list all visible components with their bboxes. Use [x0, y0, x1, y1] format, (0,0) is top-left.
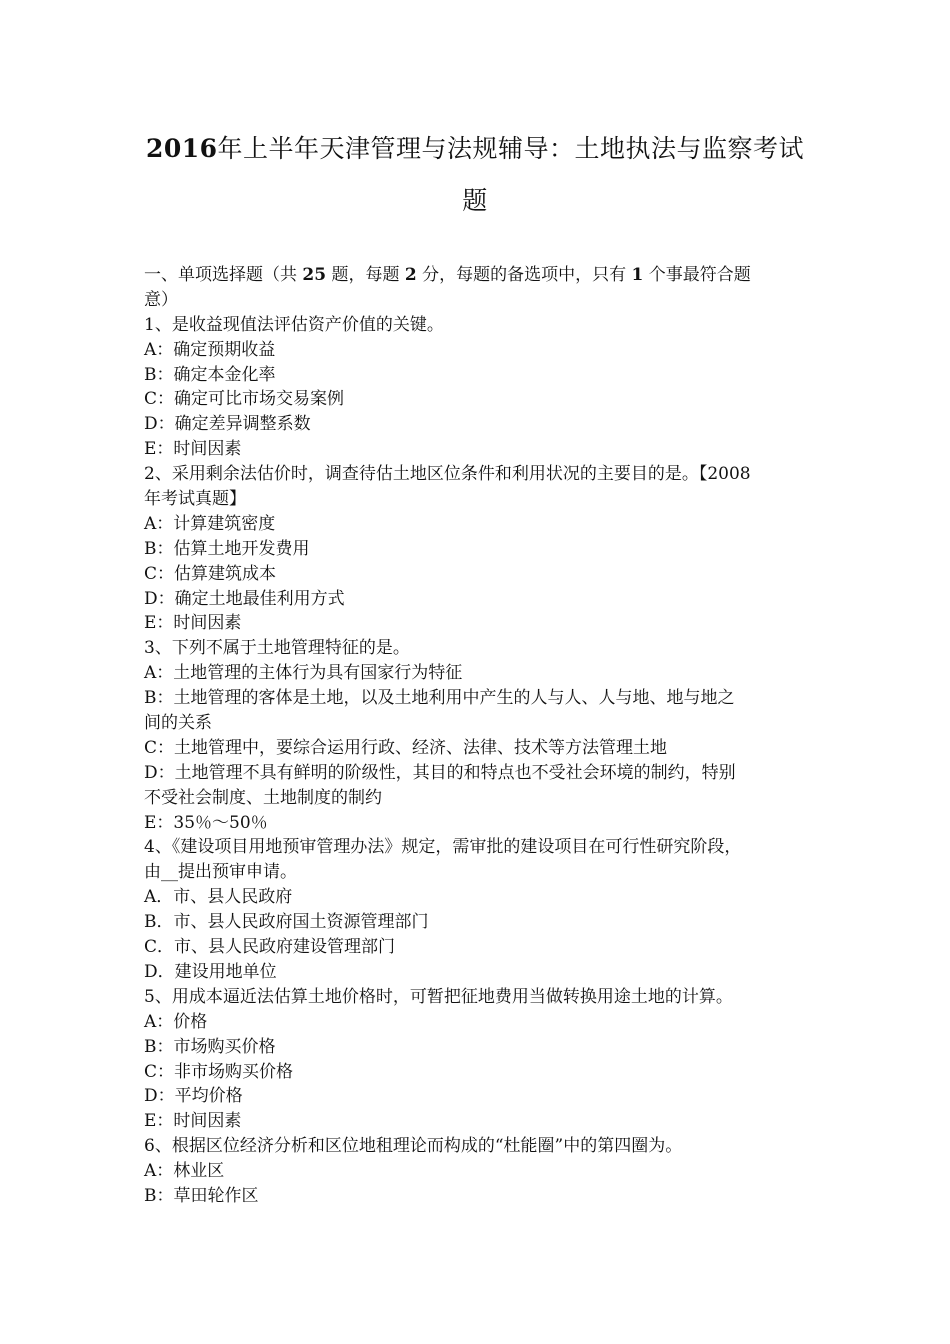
text-line: A：林业区 — [144, 1161, 225, 1182]
text-line: D：平均价格 — [144, 1086, 243, 1107]
section-heading-text: 个事最符合题 — [643, 265, 751, 285]
title-year: 2016 — [145, 134, 218, 163]
text-line: D：确定差异调整系数 — [144, 414, 311, 435]
question-stem: 5、用成本逼近法估算土地价格时，可暂把征地费用当做转换用途土地的计算。 — [144, 986, 733, 1007]
title-text: 年上半年天津管理与法规辅导：土地执法与监察考试 — [217, 134, 805, 163]
text-line: D．建设用地单位 — [144, 961, 277, 982]
question-list — [144, 313, 810, 1209]
text-line: C．市、县人民政府建设管理部门 — [144, 937, 396, 958]
text-line: B：土地管理的客体是土地，以及土地利用中产生的人与人、人与地、地与地之 — [144, 688, 735, 709]
text-line: 年考试真题】 — [144, 489, 246, 510]
section-heading-line-2: 意） — [144, 289, 178, 310]
section-heading-line-1 — [144, 263, 810, 288]
text-line: C：土地管理中，要综合运用行政、经济、法律、技术等方法管理土地 — [144, 737, 668, 758]
section-heading-text: 一、单项选择题（共 — [144, 265, 303, 285]
text-line: A：计算建筑密度 — [144, 513, 276, 534]
text-line: D：确定土地最佳利用方式 — [144, 588, 345, 609]
text-line: B．市、县人民政府国土资源管理部门 — [144, 912, 429, 933]
correct-option-count: 1 — [631, 265, 644, 285]
text-line: E：时间因素 — [144, 1111, 242, 1132]
text-line: 间的关系 — [144, 713, 212, 734]
section-heading-text: 题，每题 — [326, 265, 405, 285]
points-per-question: 2 — [404, 265, 417, 285]
section-heading-text: 分，每题的备选项中，只有 — [416, 265, 632, 285]
text-line: C：确定可比市场交易案例 — [144, 389, 345, 410]
question-count: 25 — [302, 265, 327, 285]
text-line: B：估算土地开发费用 — [144, 538, 310, 559]
question-stem: 2、采用剩余法估价时，调查待估土地区位条件和利用状况的主要目的是。【2008 — [144, 464, 751, 485]
text-line: A：确定预期收益 — [144, 339, 276, 360]
question-stem: 6、根据区位经济分析和区位地租理论而构成的“杜能圈”中的第四圈为。 — [144, 1136, 683, 1157]
text-line: E：时间因素 — [144, 439, 242, 460]
text-line: 由__提出预审申请。 — [144, 862, 297, 883]
text-line: B：市场购买价格 — [144, 1036, 276, 1057]
question-stem: 1、是收益现值法评估资产价值的关键。 — [144, 314, 444, 335]
text-line: E：时间因素 — [144, 613, 242, 634]
text-line: A．市、县人民政府 — [144, 887, 293, 908]
text-line: A：土地管理的主体行为具有国家行为特征 — [144, 663, 463, 684]
question-stem: 3、下列不属于土地管理特征的是。 — [144, 638, 410, 659]
document-title-line-1 — [140, 134, 810, 164]
text-line: D：土地管理不具有鲜明的阶级性，其目的和特点也不受社会环境的制约，特别 — [144, 762, 736, 783]
question-stem: 4、《建设项目用地预审管理办法》规定，需审批的建设项目在可行性研究阶段， — [144, 837, 742, 858]
document-body — [144, 263, 810, 1209]
text-line: B：确定本金化率 — [144, 364, 276, 385]
text-line: 不受社会制度、土地制度的制约 — [144, 787, 382, 808]
document-title-line-2: 题 — [462, 186, 488, 215]
text-line: A：价格 — [144, 1011, 208, 1032]
text-line: B：草田轮作区 — [144, 1185, 259, 1206]
text-line: C：非市场购买价格 — [144, 1061, 294, 1082]
text-line: E：35％～50％ — [144, 812, 268, 833]
text-line: C：估算建筑成本 — [144, 563, 277, 584]
